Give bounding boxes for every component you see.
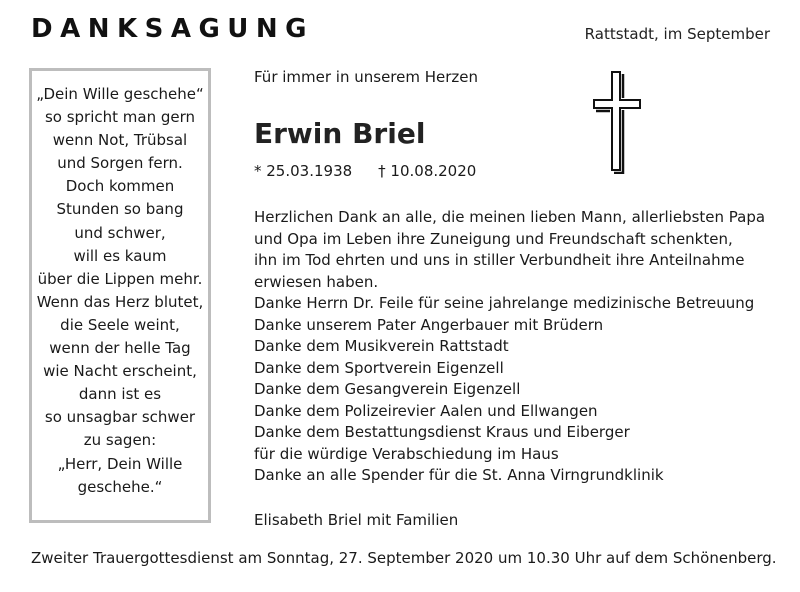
deceased-name: Erwin Briel bbox=[254, 117, 426, 150]
poem-line: so spricht man gern bbox=[44, 108, 196, 127]
poem-line: wenn der helle Tag bbox=[49, 339, 191, 358]
thanks-line: Danke an alle Spender für die St. Anna Virngrundklinik bbox=[254, 466, 664, 484]
poem-line: dann ist es bbox=[78, 385, 162, 404]
poem-line: Wenn das Herz blutet, bbox=[36, 292, 204, 311]
poem-line: will es kaum bbox=[73, 246, 167, 265]
poem-line: „Herr, Dein Wille bbox=[57, 454, 183, 473]
poem-line: über die Lippen mehr. bbox=[37, 269, 203, 288]
poem-line: Stunden so bang bbox=[56, 200, 184, 219]
place-date: Rattstadt, im September bbox=[584, 25, 770, 43]
poem-line: die Seele weint, bbox=[60, 315, 180, 334]
thanks-text bbox=[254, 207, 774, 487]
poem-line: so unsagbar schwer bbox=[44, 408, 196, 427]
tagline: Für immer in unserem Herzen bbox=[254, 68, 479, 86]
thanks-line: Danke unserem Pater Angerbauer mit Brüdern bbox=[254, 315, 604, 334]
poem-line: und Sorgen fern. bbox=[57, 154, 183, 173]
cross-icon bbox=[592, 70, 642, 174]
poem-line: „Dein Wille geschehe“ bbox=[36, 85, 204, 103]
thanks-line: Danke dem Bestattungsdienst Kraus und Eiberger bbox=[254, 423, 630, 441]
poem-line: Doch kommen bbox=[65, 177, 175, 196]
life-dates bbox=[254, 162, 476, 180]
thanks-line: Danke dem Polizeirevier Aalen und Ellwangen bbox=[254, 401, 598, 420]
poem-line: und schwer, bbox=[74, 223, 166, 242]
death-date: † 10.08.2020 bbox=[378, 162, 477, 180]
thanks-line: Danke dem Gesangverein Eigenzell bbox=[254, 380, 521, 398]
thanks-line: Danke Herrn Dr. Feile für seine jahrelange medizinische Betreuung bbox=[254, 294, 755, 312]
signature: Elisabeth Briel mit Familien bbox=[254, 511, 459, 529]
thanks-line: Danke dem Sportverein Eigenzell bbox=[254, 358, 504, 377]
service-notice: Zweiter Trauergottesdienst am Sonntag, 27. September 2020 um 10.30 Uhr auf dem Schönenberg. bbox=[31, 549, 777, 567]
thanks-line: Danke dem Musikverein Rattstadt bbox=[254, 337, 509, 355]
thanks-line: für die würdige Verabschiedung im Haus bbox=[254, 444, 559, 463]
poem-line: wie Nacht erscheint, bbox=[43, 362, 197, 381]
thanks-line: ihn im Tod ehrten und uns in stiller Verbundheit ihre Anteilnahme bbox=[254, 251, 745, 269]
thanks-line: Herzlichen Dank an alle, die meinen lieben Mann, allerliebsten Papa bbox=[254, 208, 766, 226]
thanks-line: erwiesen haben. bbox=[254, 272, 379, 291]
thanks-line: und Opa im Leben ihre Zuneigung und Freundschaft schenkten, bbox=[254, 229, 733, 248]
poem-line: wenn Not, Trübsal bbox=[52, 131, 188, 150]
poem-line: geschehe.“ bbox=[77, 477, 163, 496]
birth-date: * 25.03.1938 bbox=[254, 162, 353, 180]
page-title: DANKSAGUNG bbox=[31, 14, 315, 44]
poem-line: zu sagen: bbox=[83, 431, 157, 450]
poem-box bbox=[29, 68, 211, 523]
